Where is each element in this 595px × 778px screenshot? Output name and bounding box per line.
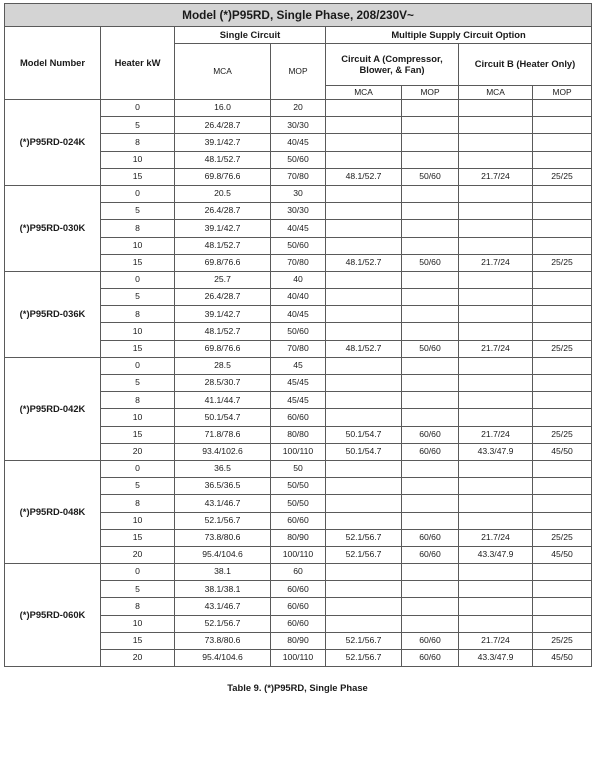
circuit-b-mop-cell bbox=[533, 581, 592, 598]
circuit-b-mop-cell bbox=[533, 237, 592, 254]
circuit-b-mop-cell bbox=[533, 289, 592, 306]
single-mca-cell: 43.1/46.7 bbox=[175, 495, 271, 512]
circuit-b-mca-cell: 21.7/24 bbox=[459, 168, 533, 185]
single-mop-cell: 50/60 bbox=[271, 323, 326, 340]
model-number-cell: (*)P95RD-042K bbox=[5, 357, 101, 460]
heater-kw-cell: 5 bbox=[101, 203, 175, 220]
circuit-a-mca-cell bbox=[326, 220, 402, 237]
circuit-a-mop-cell bbox=[402, 375, 459, 392]
single-mca-cell: 52.1/56.7 bbox=[175, 615, 271, 632]
single-mop-cell: 60 bbox=[271, 564, 326, 581]
heater-kw-cell: 10 bbox=[101, 237, 175, 254]
circuit-a-mop-cell: 60/60 bbox=[402, 632, 459, 649]
heater-kw-cell: 8 bbox=[101, 220, 175, 237]
table-title: Model (*)P95RD, Single Phase, 208/230V~ bbox=[5, 4, 592, 27]
single-mop-cell: 20 bbox=[271, 100, 326, 117]
single-mop-cell: 50 bbox=[271, 460, 326, 477]
single-mop-cell: 45 bbox=[271, 357, 326, 374]
model-number-cell: (*)P95RD-060K bbox=[5, 564, 101, 667]
heater-kw-cell: 10 bbox=[101, 615, 175, 632]
circuit-a-mop-cell bbox=[402, 271, 459, 288]
circuit-b-mop-cell bbox=[533, 357, 592, 374]
single-mca-cell: 69.8/76.6 bbox=[175, 340, 271, 357]
single-mca-cell: 43.1/46.7 bbox=[175, 598, 271, 615]
table-row bbox=[5, 564, 592, 581]
single-mca-cell: 69.8/76.6 bbox=[175, 254, 271, 271]
circuit-a-mop-cell bbox=[402, 203, 459, 220]
circuit-b-mop-header: MOP bbox=[533, 86, 592, 100]
model-number-cell: (*)P95RD-030K bbox=[5, 185, 101, 271]
heater-kw-cell: 8 bbox=[101, 306, 175, 323]
circuit-b-mop-cell bbox=[533, 460, 592, 477]
single-mca-cell: 25.7 bbox=[175, 271, 271, 288]
circuit-a-mca-cell: 48.1/52.7 bbox=[326, 340, 402, 357]
heater-kw-cell: 5 bbox=[101, 478, 175, 495]
table-body bbox=[5, 100, 592, 667]
circuit-b-mca-cell bbox=[459, 357, 533, 374]
single-mop-cell: 60/60 bbox=[271, 615, 326, 632]
single-mop-cell: 40/45 bbox=[271, 306, 326, 323]
circuit-a-header: Circuit A (Compressor, Blower, & Fan) bbox=[326, 44, 459, 86]
circuit-b-mop-cell: 25/25 bbox=[533, 529, 592, 546]
model-number-header: Model Number bbox=[5, 27, 101, 100]
single-mop-cell: 40/40 bbox=[271, 289, 326, 306]
circuit-a-mop-header: MOP bbox=[402, 86, 459, 100]
circuit-b-mca-cell: 43.3/47.9 bbox=[459, 546, 533, 563]
single-mca-cell: 73.8/80.6 bbox=[175, 632, 271, 649]
heater-kw-cell: 15 bbox=[101, 340, 175, 357]
single-mca-cell: 48.1/52.7 bbox=[175, 151, 271, 168]
single-mca-cell: 26.4/28.7 bbox=[175, 289, 271, 306]
heater-kw-cell: 8 bbox=[101, 598, 175, 615]
single-mop-cell: 50/60 bbox=[271, 151, 326, 168]
circuit-a-mca-cell: 52.1/56.7 bbox=[326, 546, 402, 563]
heater-kw-cell: 0 bbox=[101, 564, 175, 581]
circuit-b-mca-cell: 21.7/24 bbox=[459, 340, 533, 357]
circuit-a-mca-cell bbox=[326, 289, 402, 306]
circuit-b-mca-cell: 21.7/24 bbox=[459, 529, 533, 546]
single-mca-cell: 48.1/52.7 bbox=[175, 237, 271, 254]
single-mop-cell: 80/90 bbox=[271, 632, 326, 649]
circuit-b-mop-cell bbox=[533, 478, 592, 495]
circuit-b-mop-cell: 45/50 bbox=[533, 443, 592, 460]
single-mop-cell: 100/110 bbox=[271, 546, 326, 563]
single-mca-cell: 95.4/104.6 bbox=[175, 650, 271, 667]
heater-kw-cell: 15 bbox=[101, 426, 175, 443]
circuit-b-mca-cell bbox=[459, 478, 533, 495]
heater-kw-cell: 0 bbox=[101, 271, 175, 288]
single-mop-cell: 30/30 bbox=[271, 203, 326, 220]
circuit-b-mca-cell bbox=[459, 306, 533, 323]
circuit-b-mca-cell bbox=[459, 392, 533, 409]
single-mop-cell: 60/60 bbox=[271, 512, 326, 529]
circuit-a-mca-cell: 48.1/52.7 bbox=[326, 254, 402, 271]
circuit-b-mca-cell bbox=[459, 615, 533, 632]
model-number-cell: (*)P95RD-024K bbox=[5, 100, 101, 186]
single-mca-cell: 41.1/44.7 bbox=[175, 392, 271, 409]
model-number-cell: (*)P95RD-048K bbox=[5, 460, 101, 563]
circuit-b-mop-cell bbox=[533, 409, 592, 426]
table-row bbox=[5, 460, 592, 477]
circuit-a-mca-cell bbox=[326, 237, 402, 254]
single-mop-cell: 100/110 bbox=[271, 443, 326, 460]
heater-kw-cell: 0 bbox=[101, 460, 175, 477]
circuit-b-mca-cell: 43.3/47.9 bbox=[459, 650, 533, 667]
circuit-b-mca-cell: 21.7/24 bbox=[459, 632, 533, 649]
heater-kw-cell: 8 bbox=[101, 495, 175, 512]
circuit-b-mca-cell bbox=[459, 460, 533, 477]
circuit-a-mca-cell bbox=[326, 615, 402, 632]
circuit-a-mca-cell bbox=[326, 203, 402, 220]
circuit-b-mop-cell bbox=[533, 323, 592, 340]
circuit-b-mop-cell bbox=[533, 100, 592, 117]
circuit-b-mop-cell bbox=[533, 392, 592, 409]
single-mop-cell: 30 bbox=[271, 185, 326, 202]
heater-kw-cell: 0 bbox=[101, 357, 175, 374]
single-mca-cell: 36.5/36.5 bbox=[175, 478, 271, 495]
single-mop-cell: 60/60 bbox=[271, 581, 326, 598]
circuit-b-mca-cell bbox=[459, 495, 533, 512]
circuit-b-mca-header: MCA bbox=[459, 86, 533, 100]
circuit-b-mca-cell: 21.7/24 bbox=[459, 254, 533, 271]
table-row bbox=[5, 185, 592, 202]
heater-kw-cell: 10 bbox=[101, 512, 175, 529]
circuit-a-mop-cell bbox=[402, 598, 459, 615]
single-mca-cell: 95.4/104.6 bbox=[175, 546, 271, 563]
single-mop-cell: 60/60 bbox=[271, 598, 326, 615]
single-mop-cell: 45/45 bbox=[271, 375, 326, 392]
circuit-a-mca-cell: 52.1/56.7 bbox=[326, 632, 402, 649]
circuit-a-mop-cell bbox=[402, 306, 459, 323]
circuit-b-mca-cell bbox=[459, 564, 533, 581]
circuit-a-mca-cell bbox=[326, 409, 402, 426]
circuit-b-mop-cell bbox=[533, 134, 592, 151]
circuit-a-mca-cell bbox=[326, 392, 402, 409]
heater-kw-cell: 15 bbox=[101, 254, 175, 271]
circuit-b-header: Circuit B (Heater Only) bbox=[459, 44, 592, 86]
circuit-b-mca-cell: 43.3/47.9 bbox=[459, 443, 533, 460]
circuit-b-mca-cell bbox=[459, 185, 533, 202]
circuit-b-mop-cell bbox=[533, 615, 592, 632]
circuit-a-mop-cell: 60/60 bbox=[402, 426, 459, 443]
single-mca-header: MCA bbox=[175, 44, 271, 100]
circuit-a-mca-cell bbox=[326, 100, 402, 117]
single-mop-cell: 70/80 bbox=[271, 168, 326, 185]
circuit-b-mop-cell bbox=[533, 271, 592, 288]
heater-kw-cell: 8 bbox=[101, 134, 175, 151]
single-mca-cell: 38.1 bbox=[175, 564, 271, 581]
circuit-a-mca-cell bbox=[326, 598, 402, 615]
heater-kw-cell: 10 bbox=[101, 151, 175, 168]
circuit-a-mop-cell: 60/60 bbox=[402, 529, 459, 546]
circuit-a-mca-cell bbox=[326, 375, 402, 392]
circuit-a-mop-cell bbox=[402, 185, 459, 202]
circuit-b-mca-cell bbox=[459, 323, 533, 340]
circuit-b-mop-cell bbox=[533, 203, 592, 220]
circuit-a-mca-cell bbox=[326, 323, 402, 340]
single-mca-cell: 36.5 bbox=[175, 460, 271, 477]
single-mop-cell: 50/60 bbox=[271, 237, 326, 254]
single-mca-cell: 28.5/30.7 bbox=[175, 375, 271, 392]
table-row bbox=[5, 271, 592, 288]
single-mca-cell: 28.5 bbox=[175, 357, 271, 374]
circuit-b-mop-cell bbox=[533, 375, 592, 392]
circuit-a-mca-header: MCA bbox=[326, 86, 402, 100]
circuit-a-mop-cell bbox=[402, 392, 459, 409]
circuit-b-mca-cell bbox=[459, 237, 533, 254]
circuit-a-mca-cell bbox=[326, 117, 402, 134]
circuit-a-mop-cell bbox=[402, 237, 459, 254]
circuit-b-mca-cell bbox=[459, 117, 533, 134]
circuit-a-mca-cell: 48.1/52.7 bbox=[326, 168, 402, 185]
heater-kw-cell: 20 bbox=[101, 443, 175, 460]
circuit-a-mop-cell: 50/60 bbox=[402, 168, 459, 185]
circuit-a-mop-cell bbox=[402, 409, 459, 426]
heater-kw-cell: 5 bbox=[101, 289, 175, 306]
table-caption: Table 9. (*)P95RD, Single Phase bbox=[227, 682, 368, 694]
circuit-a-mop-cell: 60/60 bbox=[402, 443, 459, 460]
single-mca-cell: 26.4/28.7 bbox=[175, 203, 271, 220]
circuit-a-mop-cell bbox=[402, 323, 459, 340]
single-mca-cell: 38.1/38.1 bbox=[175, 581, 271, 598]
circuit-b-mop-cell: 45/50 bbox=[533, 546, 592, 563]
circuit-a-mop-cell: 50/60 bbox=[402, 254, 459, 271]
single-mop-cell: 100/110 bbox=[271, 650, 326, 667]
circuit-b-mop-cell bbox=[533, 151, 592, 168]
circuit-b-mca-cell bbox=[459, 289, 533, 306]
circuit-b-mop-cell bbox=[533, 512, 592, 529]
circuit-a-mop-cell bbox=[402, 478, 459, 495]
single-mop-cell: 80/80 bbox=[271, 426, 326, 443]
circuit-b-mca-cell bbox=[459, 375, 533, 392]
circuit-a-mca-cell bbox=[326, 134, 402, 151]
single-circuit-header: Single Circuit bbox=[175, 27, 326, 44]
circuit-b-mca-cell bbox=[459, 151, 533, 168]
circuit-a-mca-cell bbox=[326, 564, 402, 581]
heater-kw-cell: 10 bbox=[101, 323, 175, 340]
circuit-b-mop-cell bbox=[533, 564, 592, 581]
heater-kw-cell: 0 bbox=[101, 100, 175, 117]
single-mca-cell: 26.4/28.7 bbox=[175, 117, 271, 134]
table-row bbox=[5, 357, 592, 374]
heater-kw-cell: 15 bbox=[101, 168, 175, 185]
single-mca-cell: 50.1/54.7 bbox=[175, 409, 271, 426]
circuit-b-mca-cell bbox=[459, 220, 533, 237]
circuit-a-mop-cell bbox=[402, 495, 459, 512]
circuit-b-mop-cell: 25/25 bbox=[533, 168, 592, 185]
circuit-a-mca-cell: 52.1/56.7 bbox=[326, 529, 402, 546]
single-mca-cell: 93.4/102.6 bbox=[175, 443, 271, 460]
circuit-a-mca-cell bbox=[326, 271, 402, 288]
circuit-a-mop-cell: 60/60 bbox=[402, 546, 459, 563]
single-mca-cell: 16.0 bbox=[175, 100, 271, 117]
circuit-a-mop-cell bbox=[402, 289, 459, 306]
circuit-a-mca-cell bbox=[326, 357, 402, 374]
circuit-b-mca-cell: 21.7/24 bbox=[459, 426, 533, 443]
single-mca-cell: 71.8/78.6 bbox=[175, 426, 271, 443]
circuit-a-mca-cell bbox=[326, 581, 402, 598]
heater-kw-cell: 0 bbox=[101, 185, 175, 202]
circuit-a-mca-cell bbox=[326, 306, 402, 323]
circuit-b-mop-cell: 25/25 bbox=[533, 340, 592, 357]
circuit-b-mop-cell bbox=[533, 220, 592, 237]
single-mop-cell: 70/80 bbox=[271, 254, 326, 271]
single-mca-cell: 73.8/80.6 bbox=[175, 529, 271, 546]
single-mop-header: MOP bbox=[271, 44, 326, 100]
circuit-b-mop-cell bbox=[533, 495, 592, 512]
circuit-a-mca-cell bbox=[326, 478, 402, 495]
circuit-a-mca-cell bbox=[326, 151, 402, 168]
single-mca-cell: 39.1/42.7 bbox=[175, 220, 271, 237]
circuit-a-mop-cell bbox=[402, 615, 459, 632]
single-mop-cell: 30/30 bbox=[271, 117, 326, 134]
single-mop-cell: 45/45 bbox=[271, 392, 326, 409]
heater-kw-cell: 5 bbox=[101, 117, 175, 134]
circuit-b-mca-cell bbox=[459, 512, 533, 529]
circuit-b-mca-cell bbox=[459, 271, 533, 288]
single-mca-cell: 20.5 bbox=[175, 185, 271, 202]
circuit-a-mca-cell bbox=[326, 460, 402, 477]
heater-kw-cell: 15 bbox=[101, 632, 175, 649]
circuit-b-mop-cell: 45/50 bbox=[533, 650, 592, 667]
multiple-supply-header: Multiple Supply Circuit Option bbox=[326, 27, 592, 44]
single-mop-cell: 80/90 bbox=[271, 529, 326, 546]
circuit-a-mop-cell: 60/60 bbox=[402, 650, 459, 667]
circuit-a-mop-cell bbox=[402, 357, 459, 374]
heater-kw-cell: 5 bbox=[101, 581, 175, 598]
circuit-a-mop-cell: 50/60 bbox=[402, 340, 459, 357]
circuit-b-mop-cell: 25/25 bbox=[533, 426, 592, 443]
circuit-a-mop-cell bbox=[402, 220, 459, 237]
circuit-a-mca-cell bbox=[326, 185, 402, 202]
electrical-data-table bbox=[4, 3, 592, 667]
single-mop-cell: 40/45 bbox=[271, 220, 326, 237]
single-mca-cell: 48.1/52.7 bbox=[175, 323, 271, 340]
circuit-a-mop-cell bbox=[402, 564, 459, 581]
circuit-a-mop-cell bbox=[402, 581, 459, 598]
single-mop-cell: 40/45 bbox=[271, 134, 326, 151]
heater-kw-cell: 10 bbox=[101, 409, 175, 426]
circuit-a-mca-cell: 52.1/56.7 bbox=[326, 650, 402, 667]
single-mop-cell: 40 bbox=[271, 271, 326, 288]
circuit-a-mop-cell bbox=[402, 100, 459, 117]
document-page bbox=[4, 3, 591, 693]
heater-kw-cell: 8 bbox=[101, 392, 175, 409]
circuit-a-mca-cell bbox=[326, 512, 402, 529]
circuit-b-mop-cell: 25/25 bbox=[533, 632, 592, 649]
single-mca-cell: 69.8/76.6 bbox=[175, 168, 271, 185]
single-mop-cell: 50/50 bbox=[271, 478, 326, 495]
circuit-b-mca-cell bbox=[459, 598, 533, 615]
circuit-a-mop-cell bbox=[402, 151, 459, 168]
single-mop-cell: 50/50 bbox=[271, 495, 326, 512]
circuit-a-mca-cell: 50.1/54.7 bbox=[326, 443, 402, 460]
circuit-b-mca-cell bbox=[459, 100, 533, 117]
heater-kw-header: Heater kW bbox=[101, 27, 175, 100]
single-mca-cell: 39.1/42.7 bbox=[175, 134, 271, 151]
single-mca-cell: 39.1/42.7 bbox=[175, 306, 271, 323]
circuit-b-mop-cell: 25/25 bbox=[533, 254, 592, 271]
circuit-a-mca-cell: 50.1/54.7 bbox=[326, 426, 402, 443]
circuit-a-mop-cell bbox=[402, 134, 459, 151]
circuit-b-mop-cell bbox=[533, 306, 592, 323]
heater-kw-cell: 5 bbox=[101, 375, 175, 392]
circuit-a-mop-cell bbox=[402, 460, 459, 477]
model-number-cell: (*)P95RD-036K bbox=[5, 271, 101, 357]
circuit-b-mca-cell bbox=[459, 134, 533, 151]
table-row bbox=[5, 100, 592, 117]
circuit-a-mca-cell bbox=[326, 495, 402, 512]
circuit-b-mca-cell bbox=[459, 581, 533, 598]
circuit-b-mop-cell bbox=[533, 185, 592, 202]
circuit-a-mop-cell bbox=[402, 117, 459, 134]
circuit-b-mca-cell bbox=[459, 409, 533, 426]
single-mop-cell: 70/80 bbox=[271, 340, 326, 357]
circuit-a-mop-cell bbox=[402, 512, 459, 529]
circuit-b-mop-cell bbox=[533, 117, 592, 134]
circuit-b-mca-cell bbox=[459, 203, 533, 220]
single-mop-cell: 60/60 bbox=[271, 409, 326, 426]
heater-kw-cell: 15 bbox=[101, 529, 175, 546]
heater-kw-cell: 20 bbox=[101, 546, 175, 563]
heater-kw-cell: 20 bbox=[101, 650, 175, 667]
single-mca-cell: 52.1/56.7 bbox=[175, 512, 271, 529]
circuit-b-mop-cell bbox=[533, 598, 592, 615]
